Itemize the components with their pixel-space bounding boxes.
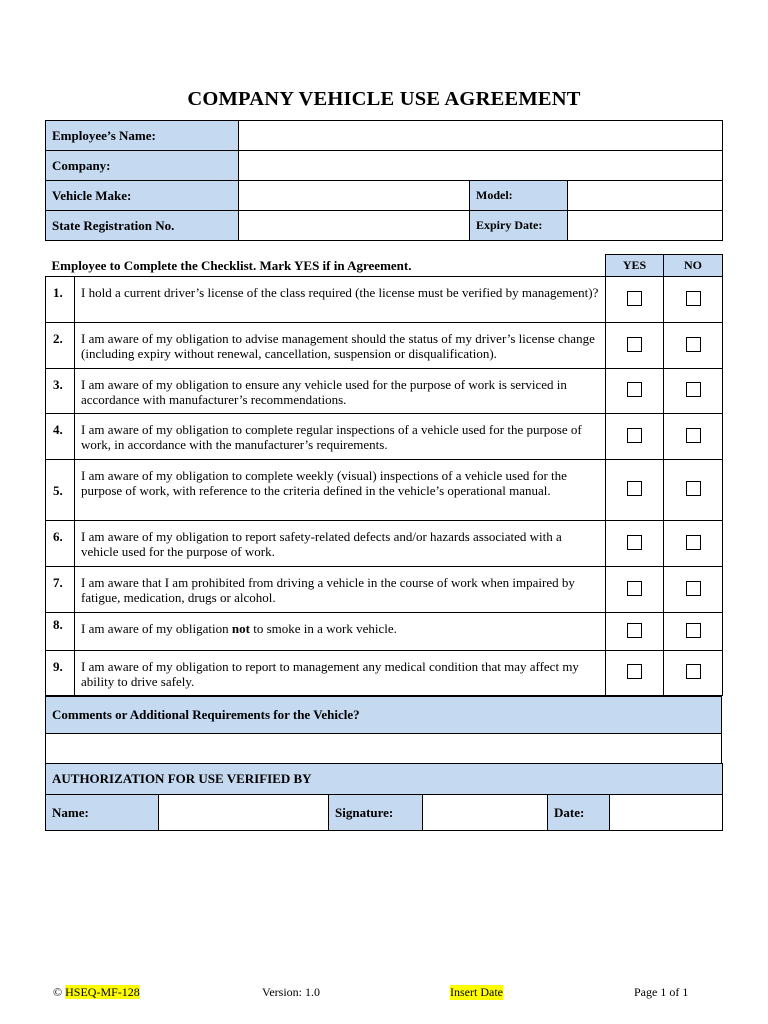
checklist-row bbox=[46, 323, 723, 369]
yes-cell bbox=[606, 613, 664, 651]
item-number: 8. bbox=[46, 613, 75, 651]
authorization-header: AUTHORIZATION FOR USE VERIFIED BY bbox=[46, 764, 723, 795]
no-cell bbox=[664, 613, 723, 651]
yes-cell bbox=[606, 460, 664, 521]
vehicle-make-label: Vehicle Make: bbox=[46, 181, 239, 211]
employee-name-label: Employee’s Name: bbox=[46, 121, 239, 151]
yes-cell bbox=[606, 414, 664, 460]
item-text: I am aware of my obligation to complete weekly (visual) inspections of a vehicle used for the purpose of work, with reference to the criteria defined in the vehicle’s operational manual. bbox=[75, 460, 606, 521]
item-text: I am aware of my obligation to report safety-related defects and/or hazards associated with a vehicle used for the purpose of work. bbox=[75, 521, 606, 567]
no-checkbox[interactable] bbox=[686, 623, 701, 638]
state-registration-label: State Registration No. bbox=[46, 211, 239, 241]
yes-column-header: YES bbox=[606, 255, 664, 277]
employee-name-field[interactable] bbox=[239, 121, 723, 151]
model-label: Model: bbox=[470, 181, 568, 211]
item-text: I am aware of my obligation to complete regular inspections of a vehicle used for the purpose of work, in accordance with the manufacturer’s requirements. bbox=[75, 414, 606, 460]
no-cell bbox=[664, 323, 723, 369]
yes-checkbox[interactable] bbox=[627, 337, 642, 352]
item-text: I am aware that I am prohibited from driving a vehicle in the course of work when impaired by fatigue, medication, drugs or alcohol. bbox=[75, 567, 606, 613]
yes-checkbox[interactable] bbox=[627, 382, 642, 397]
no-cell bbox=[664, 521, 723, 567]
comments-label: Comments or Additional Requirements for the Vehicle? bbox=[46, 697, 722, 734]
yes-checkbox[interactable] bbox=[627, 623, 642, 638]
vehicle-make-field[interactable] bbox=[239, 181, 470, 211]
yes-cell bbox=[606, 567, 664, 613]
yes-checkbox[interactable] bbox=[627, 535, 642, 550]
company-label: Company: bbox=[46, 151, 239, 181]
authorization-table bbox=[45, 763, 723, 831]
no-cell bbox=[664, 460, 723, 521]
yes-checkbox[interactable] bbox=[627, 481, 642, 496]
item-text: I hold a current driver’s license of the class required (the license must be verified by management)? bbox=[75, 277, 606, 323]
state-registration-field[interactable] bbox=[239, 211, 470, 241]
item-number: 9. bbox=[46, 651, 75, 696]
checklist-row bbox=[46, 651, 723, 696]
signature-field[interactable] bbox=[423, 795, 548, 831]
item-text-part: to smoke in a work vehicle. bbox=[249, 621, 397, 636]
yes-cell bbox=[606, 277, 664, 323]
checklist-row bbox=[46, 567, 723, 613]
comments-table bbox=[45, 696, 722, 764]
item-text: I am aware of my obligation to ensure any vehicle used for the purpose of work is serviced in accordance with manufacturer’s recommendations. bbox=[75, 369, 606, 414]
yes-checkbox[interactable] bbox=[627, 291, 642, 306]
doc-code: HSEQ-MF-128 bbox=[65, 985, 140, 999]
item-text: I am aware of my obligation to advise management should the status of my driver’s license change (including expiry without renewal, cancellation, suspension or disqualification). bbox=[75, 323, 606, 369]
item-text-emphasis: not bbox=[231, 621, 250, 636]
yes-cell bbox=[606, 323, 664, 369]
yes-checkbox[interactable] bbox=[627, 581, 642, 596]
checklist-header: Employee to Complete the Checklist. Mark YES if in Agreement. bbox=[46, 255, 606, 277]
comments-field[interactable] bbox=[46, 734, 722, 764]
no-cell bbox=[664, 651, 723, 696]
no-column-header: NO bbox=[664, 255, 723, 277]
item-number: 7. bbox=[46, 567, 75, 613]
item-number: 6. bbox=[46, 521, 75, 567]
checklist-row bbox=[46, 277, 723, 323]
no-checkbox[interactable] bbox=[686, 291, 701, 306]
item-number: 5. bbox=[46, 460, 75, 521]
item-number: 2. bbox=[46, 323, 75, 369]
checklist-row bbox=[46, 613, 723, 651]
checklist-table bbox=[45, 254, 723, 696]
footer-version: Version: 1.0 bbox=[262, 985, 320, 999]
no-checkbox[interactable] bbox=[686, 382, 701, 397]
no-checkbox[interactable] bbox=[686, 428, 701, 443]
yes-cell bbox=[606, 651, 664, 696]
yes-checkbox[interactable] bbox=[627, 664, 642, 679]
no-cell bbox=[664, 277, 723, 323]
checklist-row bbox=[46, 369, 723, 414]
copyright-symbol: © bbox=[53, 985, 63, 999]
expiry-date-label: Expiry Date: bbox=[470, 211, 568, 241]
company-field[interactable] bbox=[239, 151, 723, 181]
auth-date-label: Date: bbox=[548, 795, 610, 831]
auth-name-label: Name: bbox=[46, 795, 159, 831]
employee-info-table bbox=[45, 120, 723, 241]
yes-checkbox[interactable] bbox=[627, 428, 642, 443]
no-checkbox[interactable] bbox=[686, 535, 701, 550]
no-cell bbox=[664, 414, 723, 460]
item-text: I am aware of my obligation to report to management any medical condition that may affect my ability to drive safely. bbox=[75, 651, 606, 696]
no-checkbox[interactable] bbox=[686, 581, 701, 596]
footer-date-placeholder: Insert Date bbox=[450, 985, 503, 999]
item-number: 3. bbox=[46, 369, 75, 414]
document-title: COMPANY VEHICLE USE AGREEMENT bbox=[187, 88, 581, 110]
checklist-row bbox=[46, 521, 723, 567]
yes-cell bbox=[606, 369, 664, 414]
no-checkbox[interactable] bbox=[686, 664, 701, 679]
no-cell bbox=[664, 369, 723, 414]
checklist-row bbox=[46, 460, 723, 521]
no-cell bbox=[664, 567, 723, 613]
yes-cell bbox=[606, 521, 664, 567]
item-number: 1. bbox=[46, 277, 75, 323]
expiry-date-field[interactable] bbox=[568, 211, 723, 241]
no-checkbox[interactable] bbox=[686, 481, 701, 496]
item-text bbox=[75, 613, 606, 651]
item-number: 4. bbox=[46, 414, 75, 460]
signature-label: Signature: bbox=[329, 795, 423, 831]
model-field[interactable] bbox=[568, 181, 723, 211]
auth-name-field[interactable] bbox=[159, 795, 329, 831]
auth-date-field[interactable] bbox=[610, 795, 723, 831]
item-text-part: I am aware of my obligation bbox=[81, 621, 232, 636]
checklist-row bbox=[46, 414, 723, 460]
footer-page-number: Page 1 of 1 bbox=[634, 985, 689, 999]
footer-doc-code bbox=[53, 985, 140, 1000]
no-checkbox[interactable] bbox=[686, 337, 701, 352]
